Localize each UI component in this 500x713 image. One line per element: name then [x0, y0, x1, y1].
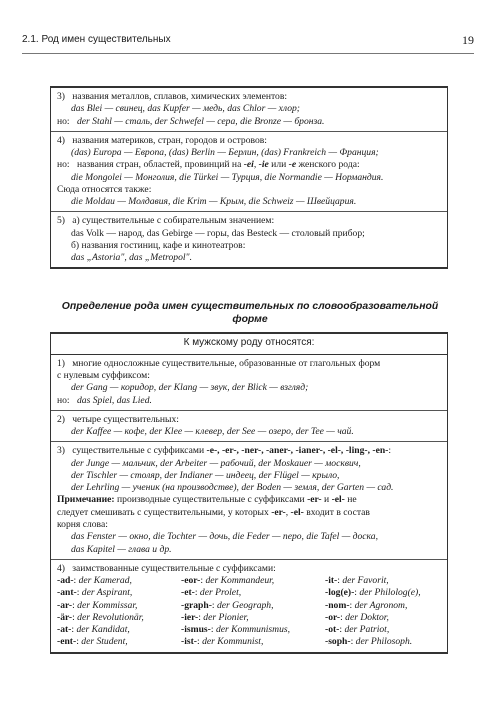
suffix: -el-: [290, 506, 304, 518]
suffix-example: der Prolet,: [199, 587, 242, 599]
suffix: -log(e)-: [325, 587, 355, 599]
page-number: 19: [462, 33, 474, 47]
suffix-list: -e-, -er-, -ner-, -aner-, -ianer-, -el-, -ling-, -en-: [206, 445, 389, 457]
row-number: 4): [57, 562, 65, 574]
row-title: существительные с суффиксами: [72, 445, 205, 457]
running-header: [22, 34, 474, 50]
suffix-item: -it-: der Favorit,: [325, 575, 389, 587]
example-line: der Lehrling — ученик (на производстве), der Boden — земля, der Garten — сад.: [71, 482, 394, 494]
suffix-example: der Agronom,: [354, 599, 408, 611]
suffix-item: -et-: der Prolet,: [181, 587, 242, 599]
suffix-example: der Philolog(e),: [359, 587, 421, 599]
separator: или: [268, 159, 289, 171]
row-number: 5): [57, 215, 65, 227]
note-text: следует смешивать с существительными, у которых: [57, 506, 272, 518]
row-title: названия материков, стран, городов и островов:: [72, 134, 267, 146]
note-text: названия стран, областей, провинций на: [77, 159, 244, 171]
suffix-example: der Philosoph.: [355, 636, 413, 648]
suffix-example: der Kamerad,: [78, 575, 132, 587]
suffix: -graph-: [181, 599, 212, 611]
table-row-5: [51, 212, 447, 267]
suffix: -ismus-: [181, 624, 211, 636]
row-title-cont: с нулевым суффиксом:: [57, 370, 150, 382]
table-row-3: 3) существительные с суффиксами -e-, -er-, -ner-, -aner-, -ianer-, -el-, -ling-, -en-: der Junge — мальчик, der Arbeiter — рабочий, der Moskauer — москвич, der Tischler — столяр, der Indianer — индеец, der Flügel — крыло, der Lehrling — ученик (на производстве), der Boden — земля, der Garten — сад. Примечание: производные существительные с суффиксами -er- и -el- не следует смешивать с существительными, у которых -er-, -el- входит в состав корня слова: das Fenster — окно, die Tochter — дочь, die Feder — перо, die Tafel — доска, das Kapitel — глава и др.: [51, 442, 447, 559]
note-text: и: [321, 494, 332, 506]
example-line: das Volk — народ, das Gebirge — горы, das Besteck — столовый прибор;: [71, 227, 365, 239]
suffix-item: -ist-: der Kommunist,: [181, 636, 264, 648]
suffix: -at-: [57, 624, 72, 636]
row-number: 3): [57, 91, 65, 102]
table-row-4: [51, 560, 447, 652]
table-header: К мужскому роду относятся:: [51, 334, 447, 355]
suffix-example: der Revolutionär,: [77, 611, 144, 623]
suffix-example: der Pionier,: [203, 611, 249, 623]
suffix-item: -ismus-: der Kommunismus,: [181, 624, 291, 636]
example-line: das Blei — свинец, das Kupfer — медь, das Chlor — хлор;: [71, 103, 300, 115]
suffix-example: der Geograph,: [217, 599, 274, 611]
suffix-item: -soph-: der Philosoph.: [325, 636, 413, 648]
suffix-item: -at-: der Kandidat,: [57, 624, 130, 636]
separator: ,: [253, 159, 259, 171]
also-label: Сюда относятся также:: [57, 183, 152, 195]
row-title: многие односложные существительные, образованные от глагольных форм: [72, 357, 381, 369]
suffix: -ot-: [325, 624, 340, 636]
suffix: -ier-: [181, 611, 199, 623]
suffix-item: -graph-: der Geograph,: [181, 599, 274, 611]
suffix-item: -log(e)-: der Philolog(e),: [325, 587, 421, 599]
suffix-item: -nom-: der Agronom,: [325, 599, 408, 611]
suffix: -er-: [271, 506, 286, 518]
example-line: das Kapitel — глава и др.: [71, 543, 172, 555]
note-label: Примечание:: [57, 494, 115, 506]
suffix-example: der Student,: [81, 636, 128, 648]
exception-label: но:: [57, 159, 70, 171]
suffix-item: -är-: der Revolutionär,: [57, 611, 144, 623]
row-number: 3): [57, 445, 65, 457]
example-line: der Junge — мальчик, der Arbeiter — рабочий, der Moskauer — москвич,: [71, 457, 361, 469]
suffix: -ant-: [57, 587, 77, 599]
row-title: а) существительные с собирательным значением:: [72, 215, 275, 227]
suffix-item: -ad-: der Kamerad,: [57, 575, 132, 587]
suffix: -et-: [181, 587, 195, 599]
suffix-item: -ent-: der Student,: [57, 636, 128, 648]
note-text: женского рода:: [296, 159, 360, 171]
row-number: 4): [57, 134, 65, 146]
heading-line: Определение рода имен существительных по словообразовательной: [61, 301, 439, 312]
suffix-example: der Kandidat,: [76, 624, 130, 636]
table-row-2: [51, 411, 447, 443]
row-number: 1): [57, 357, 65, 369]
suffix: -nom-: [325, 599, 350, 611]
suffix-item: -ot-: der Patriot,: [325, 624, 390, 636]
row-title: названия металлов, сплавов, химических элементов:: [72, 91, 288, 102]
note-text: производные существительные с суффиксами: [114, 494, 308, 506]
exception-label: но:: [57, 115, 70, 127]
suffix: -it-: [325, 575, 338, 587]
header-rule: [22, 53, 474, 54]
example-line: (das) Europa — Европа, (das) Berlin — Берлин, (das) Frankreich — Франция;: [71, 147, 379, 159]
gender-rules-table-continued: [50, 86, 448, 269]
suffix-example: der Kommissar,: [77, 599, 138, 611]
suffix-item: -or-: der Doktor,: [325, 611, 389, 623]
suffix-item: -ant-: der Aspirant,: [57, 587, 133, 599]
note-text: корня слова:: [57, 518, 108, 530]
suffix-example: der Favorit,: [342, 575, 389, 587]
heading-line: форме: [232, 314, 268, 325]
example-line: der Kaffee — кофе, der Klee — клевер, der See — озеро, der Tee — чай.: [71, 426, 354, 438]
suffix: -eor-: [181, 575, 201, 587]
suffix-grid: [57, 575, 441, 649]
example-line: das Spiel, das Lied.: [77, 394, 152, 406]
row-subtitle: б) названия гостиниц, кафе и кинотеатров:: [71, 239, 246, 251]
example-line: der Gang — коридор, der Klang — звук, der Blick — взгляд;: [71, 382, 309, 394]
suffix: -el-: [331, 494, 345, 506]
example-line: die Moldau — Молдавия, die Krim — Крым, die Schweiz — Швейцария.: [71, 196, 357, 208]
row-title: заимствованные существительные с суффиксами:: [72, 562, 276, 574]
suffix-item: -eor-: der Kommandeur,: [181, 575, 275, 587]
exception-label: но:: [57, 394, 70, 406]
suffix: -soph-: [325, 636, 351, 648]
suffix: -ist-: [181, 636, 197, 648]
suffix: -ei: [243, 159, 254, 171]
section-title: 2.1. Род имен существительных: [22, 34, 171, 45]
example-line: der Stahl — сталь, der Schwefel — сера, die Bronze — бронза.: [77, 115, 325, 127]
colon: :: [388, 445, 392, 457]
masculine-gender-table: [50, 332, 448, 654]
note-text: входит в состав: [303, 506, 370, 518]
suffix: -er-: [307, 494, 322, 506]
suffix-item: -ier-: der Pionier,: [181, 611, 249, 623]
example-line: das „Astoria", das „Metropol".: [71, 252, 192, 264]
example-line: die Mongolei — Монголия, die Türkei — Турция, die Normandie — Нормандия.: [71, 171, 384, 183]
suffix-example: der Kommunist,: [202, 636, 264, 648]
suffix: -ar-: [57, 599, 73, 611]
suffix: -är-: [57, 611, 73, 623]
row-number: 2): [57, 413, 65, 425]
table-row-3: [51, 88, 447, 132]
suffix: -or-: [325, 611, 341, 623]
example-line: das Fenster — окно, die Tochter — дочь, die Feder — перо, die Tafel — доска,: [71, 531, 378, 543]
suffix-example: der Kommunismus,: [215, 624, 291, 636]
note-text: не: [344, 494, 357, 506]
row-title: четыре существительных:: [72, 413, 179, 425]
suffix: -ad-: [57, 575, 74, 587]
example-line: der Tischler — столяр, der Indianer — индеец, der Flügel — крыло,: [71, 469, 340, 481]
table-row-4: [51, 132, 447, 213]
suffix-example: der Kommandeur,: [205, 575, 275, 587]
table-row-1: [51, 355, 447, 411]
suffix-example: der Aspirant,: [81, 587, 133, 599]
suffix-example: der Doktor,: [345, 611, 389, 623]
suffix-item: -ar-: der Kommissar,: [57, 599, 138, 611]
suffix: -ent-: [57, 636, 77, 648]
section-heading: [50, 300, 450, 326]
suffix-example: der Patriot,: [344, 624, 390, 636]
suffix: -e: [288, 159, 297, 171]
suffix: -ie: [258, 159, 269, 171]
